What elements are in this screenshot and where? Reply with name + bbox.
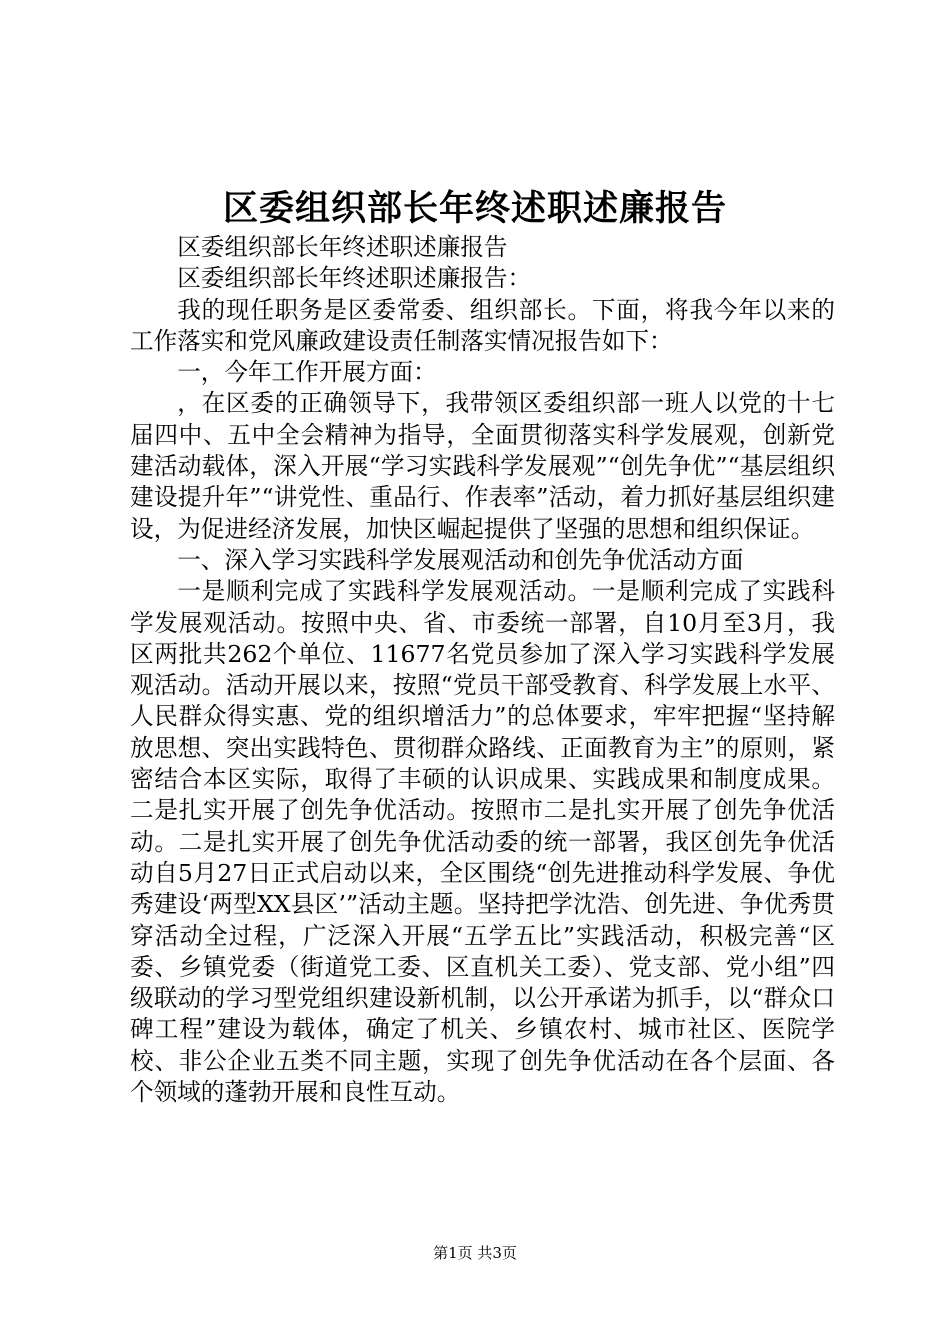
paragraph-overview: ，在区委的正确领导下，我带领区委组织部一班人以党的十七届四中、五中全会精神为指导，全面贯彻落实科学发展观，创新党建活动载体，深入开展“学习实践科学发展观”“创先争优”“基层组织建设提升年”“讲党性、重品行、作表率”活动，着力抓好基层组织建设，为促进经济发展，加快区崛起提供了坚强的思想和组织保证。 — [130, 389, 835, 543]
paragraph-subsection-heading: 一、深入学习实践科学发展观活动和创先争优活动方面 — [177, 545, 744, 574]
paragraph-intro: 我的现任职务是区委常委、组织部长。下面，将我今年以来的工作落实和党风廉政建设责任制落实情况报告如下： — [130, 295, 835, 355]
page-number: 第1页 共3页 — [433, 1244, 517, 1262]
paragraph-subtitle: 区委组织部长年终述职述廉报告 — [177, 233, 508, 261]
paragraph-detail: 一是顺利完成了实践科学发展观活动。一是顺利完成了实践科学发展观活动。按照中央、省、市委统一部署，自10月至3月，我区两批共262个单位、11677名党员参加了深入学习实践科学发展观活动。活动开展以来，按照“党员干部受教育、科学发展上水平、人民群众得实惠、党的组织增活力”的总体要求，牢牢把握“坚持解放思想、突出实践特色、贯彻群众路线、正面教育为主”的原则，紧密结合本区实际，取得了丰硕的认识成果、实践成果和制度成果。二是扎实开展了创先争优活动。按照市二是扎实开展了创先争优活动。二是扎实开展了创先争优活动委的统一部署，我区创先争优活动自5月27日正式启动以来，全区围绕“创先进推动科学发展、争优秀建设‘两型XX县区’”活动主题。坚持把学沈浩、创先进、争优秀贯穿活动全过程，广泛深入开展“五学五比”实践活动，积极完善“区委、乡镇党委（街道党工委、区直机关工委）、党支部、党小组”四级联动的学习型党组织建设新机制，以公开承诺为抓手，以“群众口碑工程”建设为载体，确定了机关、乡镇农村、城市社区、医院学校、非公企业五类不同主题，实现了创先争优活动在各个层面、各个领域的蓬勃开展和良性互动。 — [130, 577, 835, 1107]
document-title: 区委组织部长年终述职述廉报告 — [222, 188, 727, 229]
document-body — [130, 232, 835, 1108]
paragraph-heading: 区委组织部长年终述职述廉报告： — [177, 264, 532, 293]
paragraph-section-heading: 一，今年工作开展方面： — [177, 358, 437, 387]
